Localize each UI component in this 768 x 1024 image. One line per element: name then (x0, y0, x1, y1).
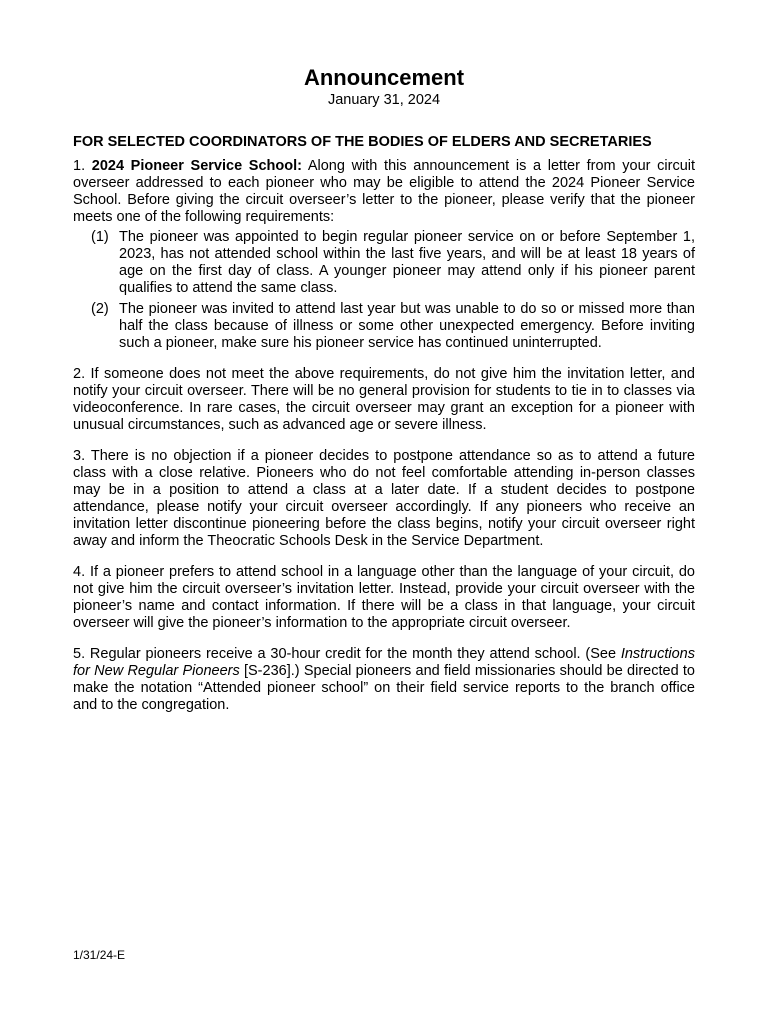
document-page (73, 64, 695, 728)
requirement-text: The pioneer was appointed to begin regular pioneer service on or before September 1, 2023, has not attended school within the last five years, and will be at least 18 years of age on the first day of class. A younger pioneer may attend only if his pioneer parent qualifies to attend the same class. (119, 229, 695, 296)
publication-title: Instructions for New Regular Pioneers (73, 646, 695, 679)
requirement-number: (1) (91, 229, 109, 245)
requirements-list (73, 229, 695, 352)
paragraph-1-number: 1. (73, 158, 86, 174)
paragraph-1-label: 2024 Pioneer Service School: (91, 158, 302, 174)
page-title: Announcement (303, 65, 465, 90)
requirement-text: The pioneer was invited to attend last year but was unable to do so or missed more than half the class because of illness or some other unexpected emergency. Before inviting such a pioneer, make sure his pioneer service has continued uninterrupted. (119, 301, 695, 351)
paragraph-2: 2. If someone does not meet the above requirements, do not give him the invitation letter, and notify your circuit overseer. There will be no general provision for students to tie in to classes via videoconference. In rare cases, the circuit overseer may grant an exception for a pioneer with unusual circumstances, such as advanced age or severe illness. (73, 366, 695, 433)
paragraph-5-text-end: [S-236].) Special pioneers and field missionaries should be directed to make the notation “Attended pioneer school” on their field service reports to the branch office and to the congregation. (73, 663, 695, 713)
footer-code: 1/31/24-E (73, 948, 126, 962)
paragraph-1 (73, 158, 695, 226)
paragraph-3: 3. There is no objection if a pioneer decides to postpone attendance so as to attend a future class with a close relative. Pioneers who do not feel comfortable attending in-person classes may be in a position to attend a class at a later date. If a student decides to postpone attendance, please notify your circuit overseer accordingly. If any pioneers who receive an invitation letter discontinue pioneering before the class begins, notify your circuit overseer right away and inform the Theocratic Schools Desk in the Service Department. (73, 448, 695, 549)
requirement-item (73, 229, 695, 297)
paragraph-4: 4. If a pioneer prefers to attend school in a language other than the language of your circuit, do not give him the circuit overseer’s invitation letter. Instead, provide your circuit overseer with the pioneer’s name and contact information. If there will be a class in that language, your circuit overseer will give the pioneer’s information to the appropriate circuit overseer. (73, 564, 695, 631)
requirement-item (73, 301, 695, 352)
requirement-number: (2) (91, 301, 109, 317)
paragraph-1-text: Along with this announcement is a letter from your circuit overseer addressed to each pioneer who may be eligible to attend the 2024 Pioneer Service School. Before giving the circuit overseer’s letter to the pioneer, please verify that the pioneer meets one of the following requirements: (73, 158, 696, 225)
paragraph-5-text-start: 5. Regular pioneers receive a 30-hour credit for the month they attend school. (See (73, 646, 621, 662)
announcement-date: January 31, 2024 (327, 92, 441, 108)
paragraph-5 (73, 646, 695, 714)
section-heading: FOR SELECTED COORDINATORS OF THE BODIES OF ELDERS AND SECRETARIES (73, 134, 652, 150)
